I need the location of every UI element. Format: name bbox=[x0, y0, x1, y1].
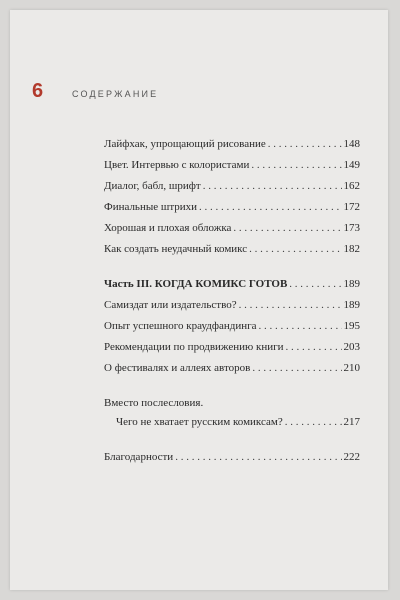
toc-part-title: Часть III. КОГДА КОМИКС ГОТОВ bbox=[104, 278, 288, 290]
toc-entry-page: 195 bbox=[343, 320, 360, 332]
toc-entry-title: Диалог, бабл, шрифт bbox=[104, 180, 201, 192]
book-page bbox=[10, 10, 388, 590]
dot-leader bbox=[239, 299, 342, 311]
toc-entry-title: Как создать неудачный комикс bbox=[104, 243, 248, 255]
dot-leader bbox=[203, 180, 342, 192]
toc-entry-page: 173 bbox=[343, 222, 360, 234]
toc-entry-title: О фестивалях и аллеях авторов bbox=[104, 362, 251, 374]
toc-entry-page: 162 bbox=[343, 180, 360, 192]
page-number: 6 bbox=[32, 80, 44, 102]
toc-entry bbox=[104, 243, 360, 264]
dot-leader bbox=[289, 278, 341, 290]
toc-entry-title: Самиздат или издательство? bbox=[104, 299, 237, 311]
toc-entry-title: Чего не хватает русским комиксам? bbox=[116, 416, 283, 428]
dot-leader bbox=[199, 201, 341, 213]
dot-leader bbox=[259, 320, 342, 332]
toc-entry-page: 182 bbox=[343, 243, 360, 255]
toc-entry-page: 203 bbox=[343, 341, 360, 353]
section-title: СОДЕРЖАНИЕ bbox=[72, 89, 159, 99]
table-of-contents bbox=[104, 138, 360, 472]
toc-entry bbox=[104, 201, 360, 222]
toc-entry bbox=[104, 180, 360, 201]
page-header bbox=[32, 80, 158, 103]
toc-entry-page: 189 bbox=[343, 278, 360, 290]
toc-entry-page: 210 bbox=[343, 362, 360, 374]
toc-entry-page: 189 bbox=[343, 299, 360, 311]
dot-leader bbox=[252, 362, 341, 374]
toc-entry bbox=[104, 341, 360, 362]
dot-leader bbox=[251, 159, 341, 171]
dot-leader bbox=[268, 138, 342, 150]
toc-entry bbox=[104, 320, 360, 341]
toc-entry bbox=[104, 362, 360, 383]
toc-afterword-entry bbox=[104, 416, 360, 437]
dot-leader bbox=[285, 416, 342, 428]
toc-entry bbox=[104, 138, 360, 159]
toc-entry-title: Лайфхак, упрощающий рисование bbox=[104, 138, 266, 150]
toc-part-heading bbox=[104, 278, 360, 299]
toc-entry bbox=[104, 159, 360, 180]
toc-entry-title: Хорошая и плохая обложка bbox=[104, 222, 232, 234]
dot-leader bbox=[249, 243, 341, 255]
toc-entry-title: Финальные штрихи bbox=[104, 201, 198, 213]
toc-entry-title: Благодарности bbox=[104, 451, 174, 463]
toc-entry-page: 217 bbox=[343, 416, 360, 428]
toc-entry-title: Опыт успешного краудфандинга bbox=[104, 320, 257, 332]
toc-entry-page: 172 bbox=[343, 201, 360, 213]
toc-entry-page: 149 bbox=[343, 159, 360, 171]
toc-entry bbox=[104, 451, 360, 472]
toc-entry-title: Рекомендации по продвижению книги bbox=[104, 341, 284, 353]
toc-entry-title: Цвет. Интервью с колористами bbox=[104, 159, 250, 171]
dot-leader bbox=[175, 451, 341, 463]
spacer bbox=[104, 383, 360, 397]
toc-entry-page: 148 bbox=[343, 138, 360, 150]
spacer bbox=[104, 437, 360, 451]
dot-leader bbox=[286, 341, 342, 353]
dot-leader bbox=[233, 222, 341, 234]
toc-entry-page: 222 bbox=[343, 451, 360, 463]
toc-entry bbox=[104, 222, 360, 243]
spacer bbox=[104, 264, 360, 278]
toc-afterword-line1: Вместо послесловия. bbox=[104, 397, 204, 409]
toc-entry bbox=[104, 299, 360, 320]
